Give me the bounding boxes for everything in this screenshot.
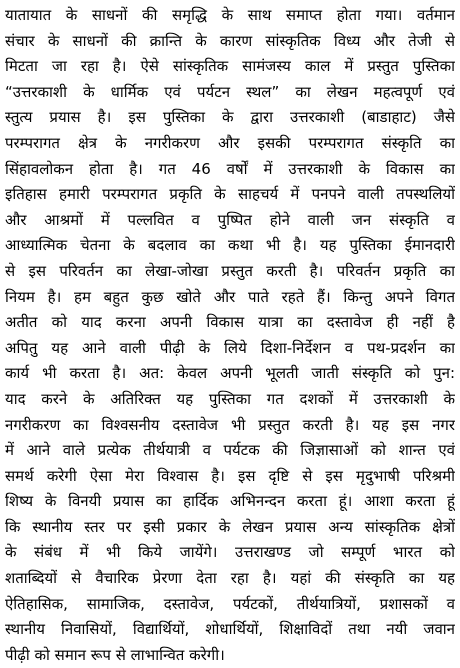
text-line: के संबंध में भी किये जायेंगे। उत्तराखण्ड जो सम्पूर्ण भारत को [5, 543, 455, 562]
text-line: स्तुत्य प्रयास है। इस पुस्तिका के द्वारा उत्तरकाशी (बाडाहाट) जैसे [5, 108, 455, 127]
text-line: और आश्रमों में पल्लवित व पुष्पित होने वाली जन संस्कृति व [5, 210, 455, 229]
text-line: नगरीकरण का विश्वसनीय दस्तावेज भी प्रस्तुत करती है। यह इस नगर [5, 415, 455, 434]
document-page [5, 3, 455, 668]
text-line: स्थानीय निवासियों, विद्यार्थियों, शोधार्थियों, शिक्षाविदों तथा नयी जवान [5, 620, 455, 639]
text-line: यातायात के साधनों की समृद्धि के साथ समाप्त होता गया। वर्तमान [5, 6, 455, 24]
text-line: नियम है। हम बहुत कुछ खोते और पाते रहते हैं। किन्तु अपने विगत [5, 287, 455, 306]
body-paragraph [5, 3, 455, 668]
text-line: याद करने के अतिरिक्त यह पुस्तिका गत दशकों में उत्तरकाशी के [5, 389, 455, 408]
text-line: आध्यात्मिक चेतना के बदलाव का कथा भी है। यह पुस्तिका ईमानदारी [5, 236, 455, 255]
text-line: कार्य भी करता है। अत: केवल अपनी भूलती जाती संस्कृति को पुन: [5, 364, 455, 383]
text-line: कि स्थानीय स्तर पर इसी प्रकार के लेखन प्रयास अन्य सांस्कृतिक क्षेत्रों [5, 517, 455, 536]
text-line: संचार के साधनों की क्रान्ति के कारण सांस्कृतिक विध्य और तेजी से [5, 31, 455, 50]
text-line: में आने वाले प्रत्येक तीर्थयात्री व पर्यटक की जिज्ञासाओं को शान्त एवं [5, 441, 455, 460]
text-line: अपितु यह आने वाली पीढ़ी के लिये दिशा-निर्देशन व पथ-प्रदर्शन का [5, 338, 455, 357]
text-line: समर्थ करेगी ऐसा मेरा विश्वास है। इस दृष्टि से इस मृदुभाषी परिश्रमी [5, 466, 455, 485]
text-line: इतिहास हमारी परम्परागत प्रकृति के साहचर्य में पनपने वाली तपस्थलियों [5, 185, 455, 204]
text-line: पीढ़ी को समान रूप से लाभान्वित करेगी। [5, 645, 225, 664]
text-line: अतीत को याद करना अपनी विकास यात्रा का दस्तावेज ही नहीं है [5, 313, 455, 332]
text-line: से इस परिवर्तन का लेखा-जोखा प्रस्तुत करती है। परिवर्तन प्रकृति का [5, 261, 455, 280]
text-line: ऐतिहासिक, सामाजिक, दस्तावेज, पर्यटकों, तीर्थयात्रियों, प्रशासकों व [5, 594, 455, 613]
text-line: मिटता जा रहा है। ऐसे सांस्कृतिक सामंजस्य काल में प्रस्तुत पुस्तिका [5, 57, 455, 76]
text-line: “उत्तरकाशी के धार्मिक एवं पर्यटन स्थल” का लेखन महत्वपूर्ण एवं [5, 82, 455, 101]
text-line: शताब्दियों से वैचारिक प्रेरणा देता रहा है। यहां की संस्कृति का यह [5, 569, 455, 588]
text-line: परम्परागत क्षेत्र के नगरीकरण और इसकी परम्परागत संस्कृति का [5, 133, 455, 152]
text-line: शिष्य के विनयी प्रयास का हार्दिक अभिनन्दन करता हूं। आशा करता हूं [5, 492, 455, 511]
text-line: सिंहावलोकन होता है। गत 46 वर्षों में उत्तरकाशी के विकास का [5, 159, 455, 178]
